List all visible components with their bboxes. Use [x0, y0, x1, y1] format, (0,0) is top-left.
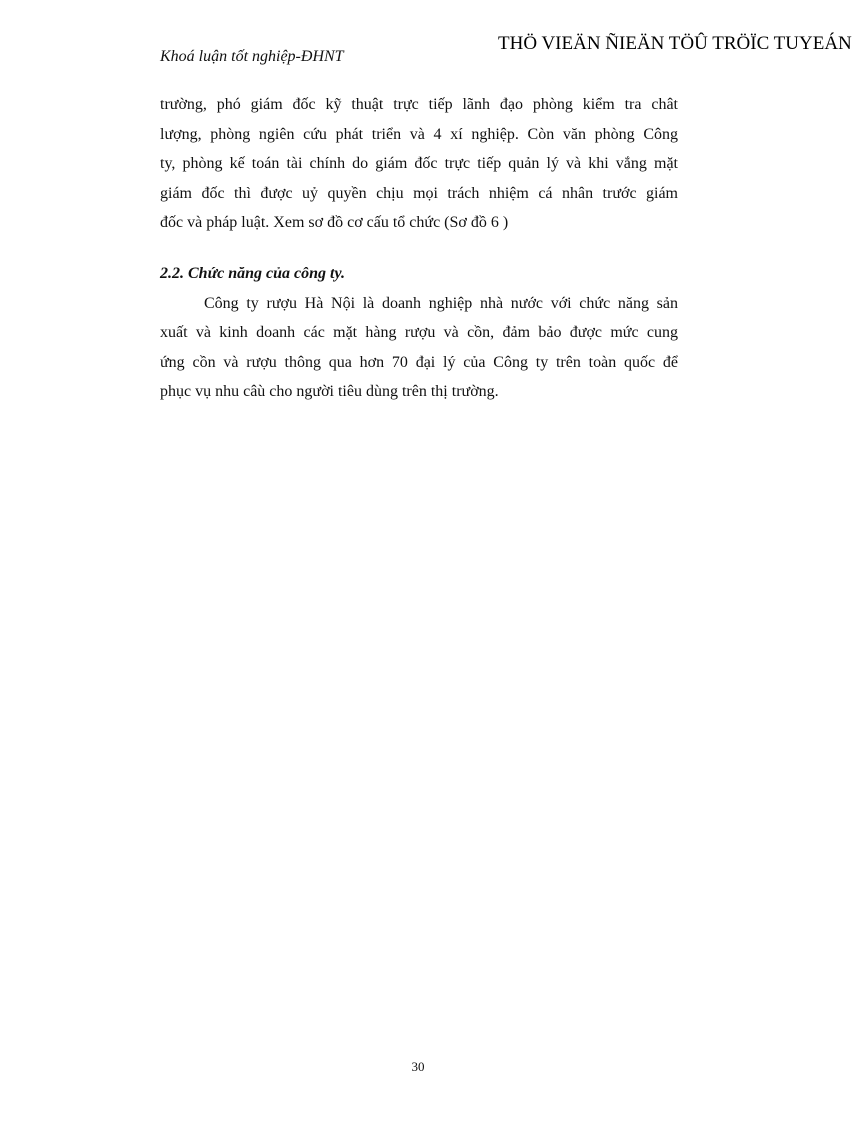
text-line: giám đốc thì được uỷ quyền chịu mọi trách nhiệm cá nhân trước giám — [160, 184, 678, 202]
document-body — [160, 90, 678, 407]
section-heading: 2.2. Chức năng của công ty. — [160, 264, 346, 282]
text-line: ứng cồn và rượu thông qua hơn 70 đại lý của Công ty trên toàn quốc để — [160, 353, 678, 371]
running-header: Khoá luận tốt nghiệp-ĐHNT — [160, 48, 344, 65]
page-number: 30 — [411, 1059, 425, 1074]
watermark-text: THÖ VIEÄN ÑIEÄN TÖÛ TRÖÏC TUYEÁN — [498, 33, 852, 54]
text-line: phục vụ nhu câù cho người tiêu dùng trên thị trường. — [160, 383, 499, 401]
paragraph-org-structure — [160, 90, 678, 238]
text-line: trường, phó giám đốc kỹ thuật trực tiếp lãnh đạo phòng kiểm tra chât — [160, 96, 678, 113]
text-line: đốc và pháp luật. Xem sơ đồ cơ cấu tổ chức (Sơ đồ 6 ) — [160, 214, 509, 232]
text-line: ty, phòng kế toán tài chính do giám đốc trực tiếp quản lý và khi vắng mặt — [160, 155, 678, 173]
text-line: Công ty rượu Hà Nội là doanh nghiệp nhà nước với chức năng sản — [204, 294, 678, 312]
text-line: xuất và kinh doanh các mặt hàng rượu và cồn, đảm bảo được mức cung — [160, 324, 678, 342]
paragraph-company-function — [160, 289, 678, 407]
text-line: lượng, phòng ngiên cứu phát triển và 4 xí nghiệp. Còn văn phòng Công — [160, 125, 678, 143]
